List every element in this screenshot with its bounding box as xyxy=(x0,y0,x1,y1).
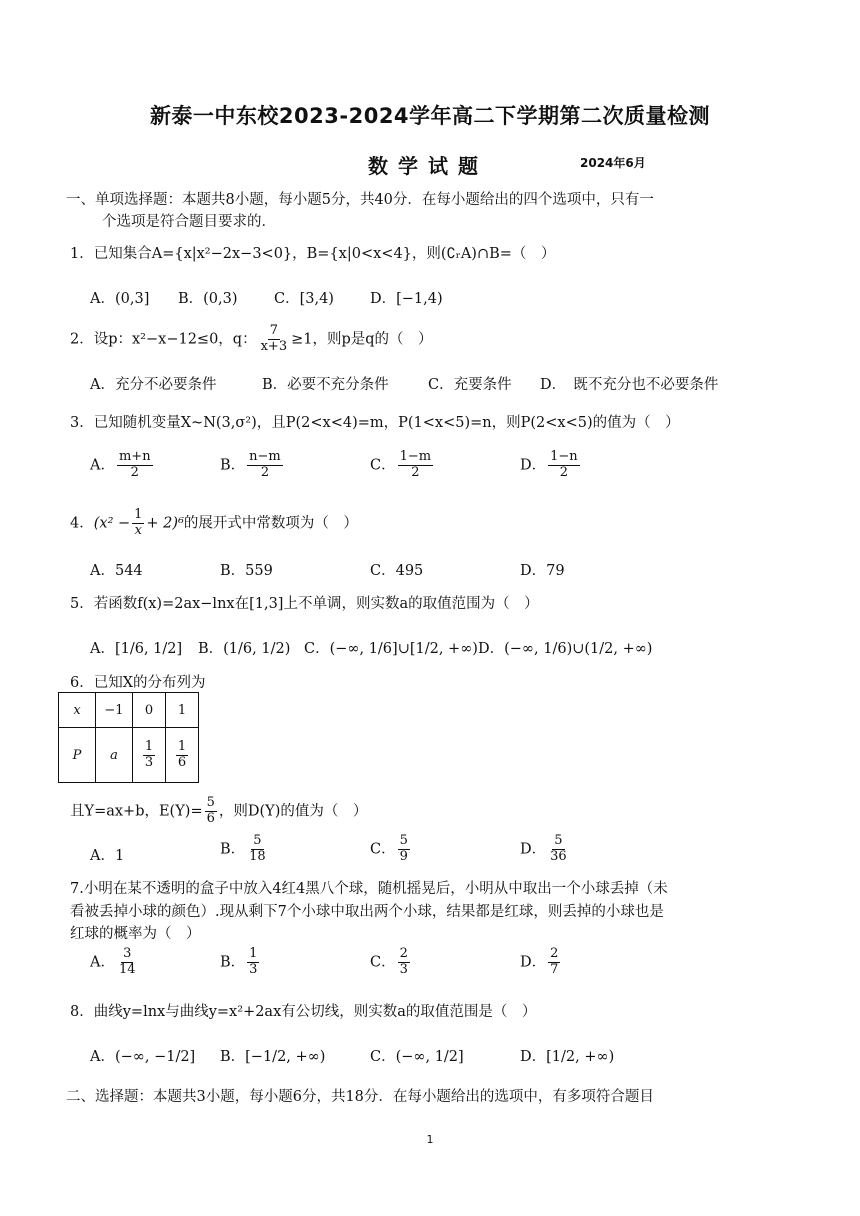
exam-title: 新泰一中东校2023-2024学年高二下学期第二次质量检测 xyxy=(149,104,711,128)
table-frac-num: 1 xyxy=(144,738,154,754)
q3-option-d-frac xyxy=(548,450,580,481)
q7-option-a xyxy=(90,947,140,978)
q7-option-d-label: D． xyxy=(520,954,547,971)
q2-option-b: B．必要不充分条件 xyxy=(262,377,389,393)
table-cell: −1 xyxy=(96,693,133,728)
q7-d-den: 7 xyxy=(550,961,559,977)
q4-frac-num: 1 xyxy=(134,507,143,522)
q6-option-c-label: C． xyxy=(370,841,396,858)
q6-cond-den: 6 xyxy=(206,810,215,826)
q4-option-b: B．559 xyxy=(220,563,273,579)
q7-option-d-frac xyxy=(548,947,560,978)
q6-option-d xyxy=(520,834,571,865)
q6-options xyxy=(90,834,790,874)
q7-option-c-frac xyxy=(398,947,410,978)
q4-option-a: A．544 xyxy=(90,563,143,579)
q5-option-d: D．(−∞, 1/6)∪(1/2, +∞) xyxy=(478,641,653,657)
q3-options xyxy=(90,450,790,490)
q4-fraction xyxy=(132,508,144,539)
q2-frac-den: x+3 xyxy=(260,338,288,354)
q2-fraction xyxy=(259,324,290,355)
q4-option-c: C．495 xyxy=(370,563,424,579)
table-cell xyxy=(166,728,199,783)
q6-cond-b: ，则D(Y)的值为（ ） xyxy=(218,803,368,820)
q3-option-c xyxy=(370,450,435,481)
q3-option-d-label: D． xyxy=(520,457,547,474)
section1-heading-line2: 个选项是符合题目要求的． xyxy=(102,214,276,230)
q6-cond-a: 且Y=ax+b，E(Y)= xyxy=(70,803,203,820)
q3-stem: 3．已知随机变量X~N(3,σ²)，且P(2<x<4)=m，P(1<x<5)=n，则P(2<x<5)的值为（ ） xyxy=(70,415,680,431)
q4-options xyxy=(90,559,790,579)
q7-line1: 7.小明在某不透明的盒子中放入4红4黑八个球，随机摇晃后，小明从中取出一个小球丢掉（未 xyxy=(70,881,668,897)
q3-option-c-label: C． xyxy=(370,457,396,474)
q7-option-d xyxy=(520,947,562,978)
q7-option-c xyxy=(370,947,412,978)
section1-heading-line1: 一、单项选择题：本题共8小题，每小题5分，共40分．在每小题给出的四个选项中，只有一 xyxy=(66,192,654,208)
q7-option-a-frac xyxy=(117,947,138,978)
q7-d-num: 2 xyxy=(550,946,559,961)
q1-options xyxy=(90,287,790,307)
q2-option-c: C．充要条件 xyxy=(428,377,512,393)
q6-option-a: A．1 xyxy=(90,848,125,864)
q7-b-den: 3 xyxy=(249,961,258,977)
q2-option-d: D． 既不充分也不必要条件 xyxy=(540,377,719,393)
q7-a-den: 14 xyxy=(118,961,136,977)
q3-c-den: 2 xyxy=(411,464,420,480)
q1-option-d: D．[−1,4) xyxy=(370,291,443,307)
q6-stem: 6．已知X的分布列为 xyxy=(70,675,206,691)
q3-option-b-frac xyxy=(247,450,283,481)
q2-option-a: A．充分不必要条件 xyxy=(90,377,217,393)
q5-option-b: B．(1/6, 1/2) xyxy=(198,641,291,657)
q8-option-a: A．(−∞, −1/2] xyxy=(90,1049,196,1065)
q3-a-den: 2 xyxy=(130,464,139,480)
q3-option-a-label: A． xyxy=(90,457,115,474)
q3-d-den: 2 xyxy=(559,464,569,480)
q4-stem xyxy=(70,508,358,539)
q6-option-d-frac xyxy=(548,834,569,865)
exam-date: 2024年6月 xyxy=(580,156,646,170)
q7-line3: 红球的概率为（ ） xyxy=(70,926,201,942)
q4-stem-text: 的展开式中常数项为（ ） xyxy=(183,515,358,532)
q7-option-b-frac xyxy=(247,947,259,978)
q3-option-b-label: B． xyxy=(220,457,246,474)
q6-cond-frac xyxy=(205,796,217,827)
q6-cond-num: 5 xyxy=(206,795,215,810)
q2-stem-b: ≥1，则p是q的（ ） xyxy=(291,331,433,348)
q6-option-b-label: B． xyxy=(220,841,246,858)
q1-option-b: B．(0,3) xyxy=(178,291,238,307)
q3-option-c-frac xyxy=(398,450,434,481)
section2-heading: 二、选择题：本题共3小题，每小题6分，共18分．在每小题给出的选项中，有多项符合题目 xyxy=(66,1089,654,1105)
q7-b-num: 1 xyxy=(249,946,258,961)
q3-option-a-frac xyxy=(117,450,153,481)
q6-option-c-frac xyxy=(398,834,410,865)
q6-option-c xyxy=(370,834,412,865)
q6-c-num: 5 xyxy=(399,833,408,848)
table-cell xyxy=(133,728,166,783)
q4-option-d: D．79 xyxy=(520,563,565,579)
q3-option-b xyxy=(220,450,285,481)
q5-options xyxy=(90,637,790,657)
q5-option-a: A．[1/6, 1/2] xyxy=(90,641,183,657)
table-frac-den: 6 xyxy=(177,754,187,770)
q2-options xyxy=(90,373,790,393)
q1-stem: 1．已知集合A={x|x²−2x−3<0}，B={x|0<x<4}，则(∁ᵣA)∩B=（ ） xyxy=(70,246,556,262)
q5-option-c: C．(−∞, 1/6]∪[1/2, +∞) xyxy=(304,641,478,657)
subject-title: 数学试题 xyxy=(368,154,488,178)
q6-condition xyxy=(70,796,367,827)
q3-option-d xyxy=(520,450,582,481)
q3-b-den: 2 xyxy=(260,464,270,480)
table-frac xyxy=(176,740,188,771)
q6-option-b xyxy=(220,834,270,865)
q4-expr-b: + 2)⁶ xyxy=(146,515,184,532)
q4-expr-a: (x² − xyxy=(93,515,131,532)
table-cell: a xyxy=(96,728,133,783)
table-cell: x xyxy=(59,693,96,728)
q2-frac-num: 7 xyxy=(269,323,278,338)
table-frac-den: 3 xyxy=(144,754,154,770)
q6-b-den: 18 xyxy=(249,848,266,864)
q7-option-a-label: A． xyxy=(90,954,115,971)
q5-stem: 5．若函数f(x)=2ax−lnx在[1,3]上不单调，则实数a的取值范围为（ ） xyxy=(70,596,539,612)
q2-stem xyxy=(70,324,433,355)
q4-frac-den: x xyxy=(134,522,142,538)
page-number: 1 xyxy=(426,1133,434,1146)
q3-a-num: m+n xyxy=(118,449,151,464)
q8-stem: 8．曲线y=lnx与曲线y=x²+2ax有公切线，则实数a的取值范围是（ ） xyxy=(70,1004,537,1020)
q7-line2: 看被丢掉小球的颜色）.现从剩下7个小球中取出两个小球，结果都是红球，则丢掉的小球也是 xyxy=(70,904,664,920)
q6-d-num: 5 xyxy=(554,833,563,848)
q8-option-d: D．[1/2, +∞) xyxy=(520,1049,615,1065)
distribution-table xyxy=(58,692,199,783)
q6-b-num: 5 xyxy=(253,833,262,848)
q7-option-c-label: C． xyxy=(370,954,396,971)
q7-option-b xyxy=(220,947,261,978)
q7-option-b-label: B． xyxy=(220,954,246,971)
q8-option-c: C．(−∞, 1/2] xyxy=(370,1049,464,1065)
q7-options xyxy=(90,947,790,987)
q3-b-num: n−m xyxy=(249,449,281,464)
q7-c-den: 3 xyxy=(399,961,408,977)
q3-d-num: 1−n xyxy=(550,449,578,464)
q1-option-c: C．[3,4) xyxy=(274,291,334,307)
q6-option-d-label: D． xyxy=(520,841,547,858)
table-frac xyxy=(143,740,155,771)
q6-d-den: 36 xyxy=(550,848,567,864)
table-cell: P xyxy=(59,728,96,783)
q1-option-a: A．(0,3] xyxy=(90,291,150,307)
table-row-p xyxy=(59,728,199,783)
q6-c-den: 9 xyxy=(399,848,408,864)
table-row-x xyxy=(59,693,199,728)
q7-c-num: 2 xyxy=(399,946,408,961)
q8-options xyxy=(90,1045,790,1065)
table-cell: 0 xyxy=(133,693,166,728)
q7-a-num: 3 xyxy=(123,946,132,961)
q3-option-a xyxy=(90,450,155,481)
q2-stem-a: 2．设p：x²−x−12≤0，q： xyxy=(70,331,257,348)
table-frac-num: 1 xyxy=(177,738,187,754)
q8-option-b: B．[−1/2, +∞) xyxy=(220,1049,326,1065)
table-cell: 1 xyxy=(166,693,199,728)
q4-prefix: 4． xyxy=(70,515,94,532)
q6-option-b-frac xyxy=(247,834,268,865)
q3-c-num: 1−m xyxy=(399,449,432,464)
